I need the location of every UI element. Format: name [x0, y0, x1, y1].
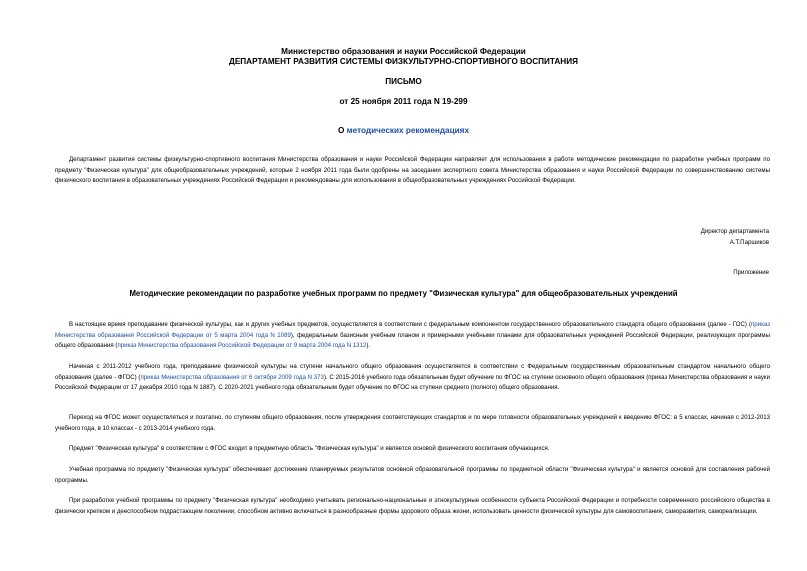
ministry-name: Министерство образования и науки Российской Федерации — [281, 47, 526, 56]
subject-link[interactable]: методических рекомендациях — [346, 126, 470, 135]
paragraph-2 — [55, 362, 770, 394]
signature-name: А.Т.Паршиков — [729, 238, 769, 246]
appendix-title: Методические рекомендации по разработке учебных программ по предмету "Физическая культура" для общеобразовательных учреждений — [129, 289, 678, 298]
paragraph-1-text-b: ), федеральным базисным учебным планом и примерными учебными планами для образовательных учреждений Российской Федерации, реализующих программы общего образования ( — [55, 331, 770, 349]
order-1089-link[interactable]: приказ Министерства образования Российской Федерации от 5 марта 2004 года N 1089 — [55, 321, 770, 339]
department-name: ДЕПАРТАМЕНТ РАЗВИТИЯ СИСТЕМЫ ФИЗКУЛЬТУРНО-СПОРТИВНОГО ВОСПИТАНИЯ — [229, 57, 578, 66]
paragraph-1-text-c: ). — [366, 342, 371, 349]
paragraph-2-text-a: Начиная с 2011-2012 учебного года, преподавание физической культуры на ступени начального общего образования осуществляется в соответствии с Федеральным государственным образовательным стандартом начального общего образования (далее - ФГОС) ( — [55, 363, 770, 381]
paragraph-3: Переход на ФГОС может осуществляться и поэтапно, по ступеням общего образования, после утверждения соответствующих стандартов и по мере готовности образовательных учреждений к введению ФГОС: в 5 классах, начиная с 2012-2013 учебного года, в 10 классах - с 2013-2014 учебного года. — [55, 414, 770, 432]
document-date-number: от 25 ноября 2011 года N 19-299 — [339, 97, 468, 106]
document-type: ПИСЬМО — [385, 77, 422, 86]
document-header — [0, 47, 807, 67]
order-373-link[interactable]: приказ Министерства образования от 6 октября 2009 года N 373 — [140, 373, 324, 381]
paragraph-2-text-b: ). С 2015-2016 учебного года обязательным будет обучение по ФГОС на ступени основного общего образования (приказ Министерства образования и науки Российской Федерации от 17 декабря 2010 года N 1887). С 2020-2021 учебного года обязательным будет обучение по ФГОС на ступени среднего (полного) общего образования. — [55, 373, 770, 391]
signature-position: Директор департамента — [700, 228, 769, 235]
subject-prefix: О — [337, 126, 347, 135]
paragraph-4: Предмет "Физическая культура" в соответствии с ФГОС входит в предметную область "Физическая культура" и является основой физического воспитания обучающихся. — [69, 445, 550, 452]
paragraph-1-text-a: В настоящее время преподавание физической культуры, как и других учебных предметов, осуществляется в соответствии с федеральным компонентом государственного образовательного стандарта общего образования (далее - ГОС) ( — [69, 321, 751, 328]
intro-paragraph: Департамент развития системы физкультурно-спортивного воспитания Министерства образования и науки Российской Федерации направляет для использования в работе методические рекомендации по разработке учебных программ по предмету "Физическая культура" для общеобразовательных учреждений, которые 2 ноября 2011 года были одобрены на заседании экспертного совета Министерства образования и науки Российской Федерации по совершенствованию системы физического воспитания в образовательных учреждениях Российской Федерации и рекомендованы для использования в общеобразовательных учреждениях Российской Федерации. — [55, 156, 770, 184]
appendix-label: Приложение — [733, 269, 769, 276]
order-1312-link[interactable]: приказ Министерства образования Российской Федерации от 9 марта 2004 года N 1312 — [117, 342, 367, 349]
paragraph-1 — [55, 320, 770, 352]
signature-block — [701, 227, 769, 248]
paragraph-5: Учебная программа по предмету "Физическая культура" обеспечивает достижение планируемых результатов основной образовательной программы по предметной области "Физическая культура" и является основой для составления рабочей программы. — [55, 466, 770, 484]
document-subject — [0, 126, 807, 135]
paragraph-6: При разработке учебной программы по предмету "Физическая культура" необходимо учитывать регионально-национальные и этнокультурные особенности субъекта Российской Федерации и потребности современного российского общества в физически крепком и дееспособном подрастающем поколении, способном активно включаться в разнообразные формы здорового образа жизни, использовать ценности физической культуры для самовоспитания, саморазвития, самореализации. — [55, 497, 770, 515]
